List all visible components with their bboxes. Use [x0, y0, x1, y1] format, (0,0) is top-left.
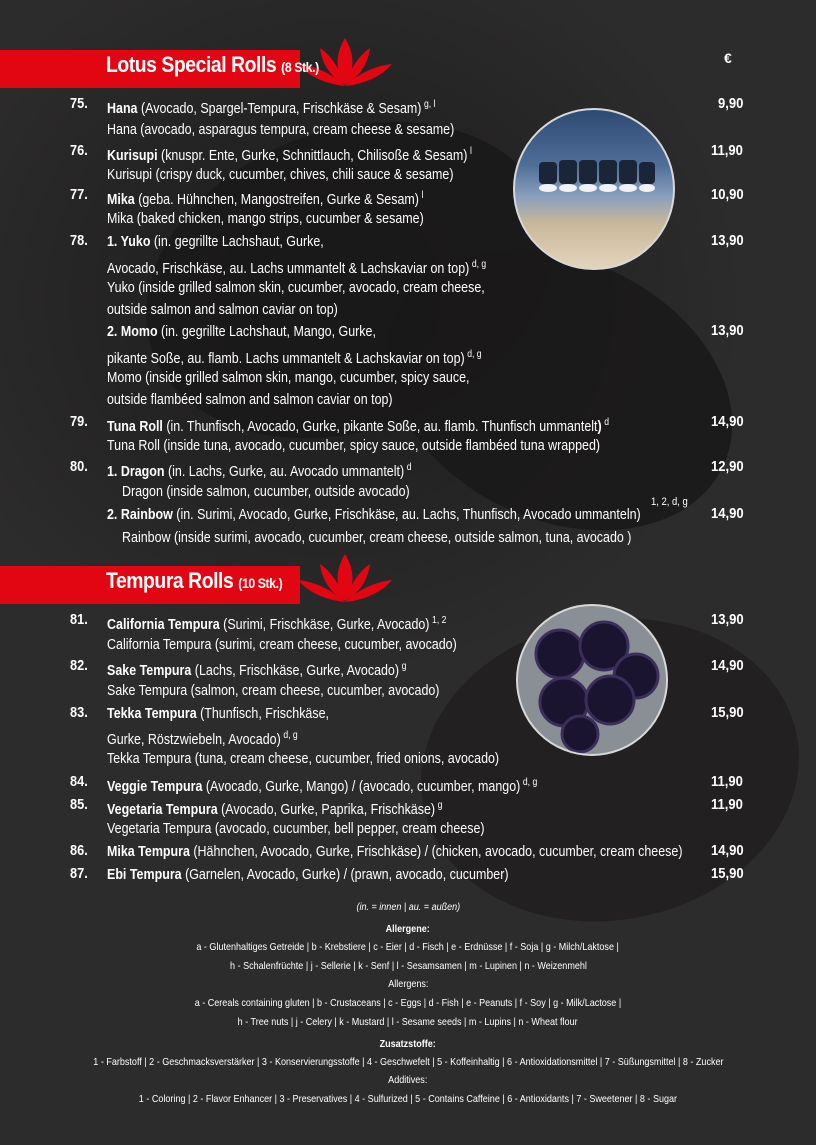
- item-price: 12,90: [711, 459, 744, 475]
- item-description: Tekka Tempura (Thunfisch, Frischkäse,: [107, 706, 330, 722]
- tempura-roll-photo: [516, 604, 668, 756]
- item-allergens: 1, 2, d, g: [651, 496, 688, 508]
- sushi-roll-photo: [513, 108, 675, 270]
- item-price: 11,90: [711, 797, 743, 813]
- item-price: 15,90: [711, 866, 744, 882]
- additives-line: 1 - Coloring | 2 - Flavor Enhancer | 3 - Preservatives | 4 - Sulfurized | 5 - Contains Caffeine | 6 - Antioxidants | 7 - Sweetener | 8 - Sugar: [138, 1093, 678, 1105]
- item-price: 13,90: [711, 323, 744, 339]
- item-translation: Dragon (inside salmon, cucumber, outside avocado): [122, 484, 410, 500]
- item-translation: Tekka Tempura (tuna, cream cheese, cucumber, fried onions, avocado): [107, 751, 500, 767]
- lotus-flower-icon: [290, 546, 400, 606]
- item-price: 14,90: [711, 414, 744, 430]
- item-number: 84.: [70, 774, 88, 790]
- item-translation: Tuna Roll (inside tuna, avocado, cucumber, spicy sauce, outside flambéed tuna wrapped): [107, 438, 601, 454]
- item-description: 1. Dragon (in. Lachs, Gurke, au. Avocado ummantelt) $^d$: [107, 462, 412, 480]
- item-price: 14,90: [711, 658, 744, 674]
- item-description-cont: Avocado, Frischkäse, au. Lachs ummantelt & Lachskaviar on top) $^{d, g}$: [107, 259, 487, 277]
- item-price: 14,90: [711, 506, 744, 522]
- allergene-heading: Allergene:: [385, 923, 431, 935]
- zusatzstoffe-line: 1 - Farbstoff | 2 - Geschmacksverstärker | 3 - Konservierungsstoffe | 4 - Geschwefelt | 5 - Koffeinhaltig | 6 - Antioxidationsmittel | 7 - Süßungsmittel | 8 - Zucker: [92, 1056, 724, 1068]
- item-translation: California Tempura (surimi, cream cheese, cucumber, avocado): [107, 637, 457, 653]
- additives-heading: Additives:: [388, 1074, 428, 1086]
- item-price: 15,90: [711, 705, 744, 721]
- item-price: 11,90: [711, 143, 743, 159]
- item-description: Ebi Tempura (Garnelen, Avocado, Gurke) / (prawn, avocado, cucumber): [107, 867, 509, 883]
- section-title: Tempura Rolls (10 Stk.): [106, 568, 283, 593]
- item-description: Vegetaria Tempura (Avocado, Gurke, Paprika, Frischkäse) $^g$: [107, 800, 443, 818]
- item-description: 2. Rainbow (in. Surimi, Avocado, Gurke, Frischkäse, au. Lachs, Thunfisch, Avocado ummanteln): [107, 507, 641, 523]
- abbreviation-note: (in. = innen | au. = außen): [356, 901, 460, 913]
- item-number: 76.: [70, 143, 88, 159]
- item-description: 2. Momo (in. gegrillte Lachshaut, Mango, Gurke,: [107, 324, 376, 340]
- item-number: 85.: [70, 797, 88, 813]
- item-description: Tuna Roll (in. Thunfisch, Avocado, Gurke, pikante Soße, au. flamb. Thunfisch ummantelt) $^d$: [107, 417, 610, 435]
- allergens-heading: Allergens:: [387, 978, 429, 990]
- item-translation: Rainbow (inside surimi, avocado, cucumber, cream cheese, outside salmon, tuna, avocado ): [122, 530, 632, 546]
- item-description: Mika (geba. Hühnchen, Mangostreifen, Gurke & Sesam) $^l$: [107, 190, 424, 208]
- item-translation: Sake Tempura (salmon, cream cheese, cucumber, avocado): [107, 683, 440, 699]
- item-number: 87.: [70, 866, 88, 882]
- item-number: 86.: [70, 843, 88, 859]
- allergene-line: h - Schalenfrüchte | j - Sellerie | k - Senf | l - Sesamsamen | m - Lupinen | n - Weizenmehl: [229, 960, 587, 972]
- item-translation-cont: outside salmon and salmon caviar on top): [107, 302, 338, 318]
- item-price: 11,90: [711, 774, 743, 790]
- item-description: Sake Tempura (Lachs, Frischkäse, Gurke, Avocado) $^g$: [107, 661, 407, 679]
- item-translation: Kurisupi (crispy duck, cucumber, chives, chili sauce & sesame): [107, 167, 454, 183]
- item-price: 13,90: [711, 612, 744, 628]
- item-description: California Tempura (Surimi, Frischkäse, Gurke, Avocado) $^{1, 2}$: [107, 615, 447, 633]
- item-description: Kurisupi (knuspr. Ente, Gurke, Schnittlauch, Chilisoße & Sesam) $^l$: [107, 146, 472, 164]
- item-translation: Mika (baked chicken, mango strips, cucumber & sesame): [107, 211, 424, 227]
- allergens-line: h - Tree nuts | j - Celery | k - Mustard | l - Sesame seeds | m - Lupins | n - Wheat flour: [238, 1016, 578, 1028]
- item-number: 77.: [70, 187, 88, 203]
- allergens-line: a - Cereals containing gluten | b - Crustaceans | c - Eggs | d - Fish | e - Peanuts | f - Soy | g - Milk/Lactose |: [194, 997, 622, 1009]
- item-number: 82.: [70, 658, 88, 674]
- item-translation: Momo (inside grilled salmon skin, mango, cucumber, spicy sauce,: [107, 370, 470, 386]
- item-number: 80.: [70, 459, 88, 475]
- item-description: Mika Tempura (Hähnchen, Avocado, Gurke, Frischkäse) / (chicken, avocado, cucumber, cream cheese): [107, 844, 683, 860]
- item-translation: Yuko (inside grilled salmon skin, cucumber, avocado, cream cheese,: [107, 280, 485, 296]
- zusatzstoffe-heading: Zusatzstoffe:: [379, 1038, 437, 1050]
- item-price: 10,90: [711, 187, 744, 203]
- item-translation-cont: outside flambéed salmon and salmon caviar on top): [107, 392, 393, 408]
- item-price: 9,90: [718, 96, 744, 112]
- item-number: 81.: [70, 612, 88, 628]
- item-description: Veggie Tempura (Avocado, Gurke, Mango) / (avocado, cucumber, mango) $^{d, g}$: [107, 777, 538, 795]
- item-price: 14,90: [711, 843, 744, 859]
- currency-symbol: €: [724, 50, 732, 66]
- item-description-cont: Gurke, Röstzwiebeln, Avocado) $^{d, g}$: [107, 730, 298, 748]
- item-price: 13,90: [711, 233, 744, 249]
- item-translation: Vegetaria Tempura (avocado, cucumber, bell pepper, cream cheese): [107, 821, 485, 837]
- item-translation: Hana (avocado, asparagus tempura, cream cheese & sesame): [107, 122, 455, 138]
- item-number: 83.: [70, 705, 88, 721]
- item-description: Hana (Avocado, Spargel-Tempura, Frischkäse & Sesam) $^{g, l}$: [107, 99, 436, 117]
- item-description: 1. Yuko (in. gegrillte Lachshaut, Gurke,: [107, 234, 324, 250]
- item-number: 75.: [70, 96, 88, 112]
- item-number: 79.: [70, 414, 88, 430]
- item-number: 78.: [70, 233, 88, 249]
- section-title: Lotus Special Rolls (8 Stk.): [106, 52, 319, 77]
- item-description-cont: pikante Soße, au. flamb. Lachs ummantelt & Lachskaviar on top) $^{d, g}$: [107, 349, 482, 367]
- allergene-line: a - Glutenhaltiges Getreide | b - Krebstiere | c - Eier | d - Fisch | e - Erdnüsse | f - Soja | g - Milch/Laktose |: [196, 941, 620, 953]
